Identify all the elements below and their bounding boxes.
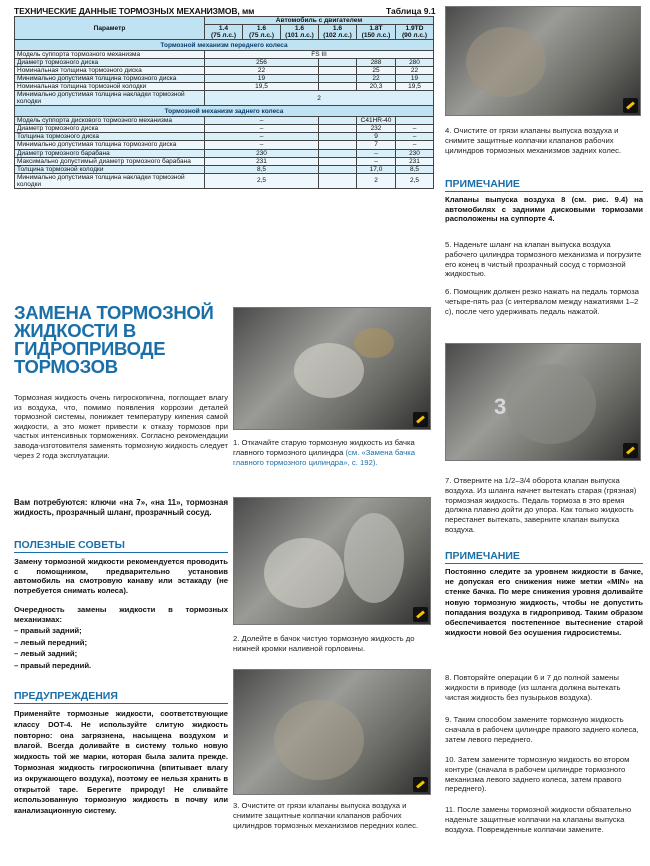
row-label: Диаметр тормозного диска [15, 125, 205, 133]
table-cell: 19 [205, 75, 319, 83]
engine-col-header [243, 25, 281, 40]
caption-step-5: 5. Наденьте шланг на клапан выпуска воздуха рабочего цилиндра тормозного механизма и погрузите его конец в чистый прозрачный сосуд с тормозной жидкостью. [445, 240, 642, 279]
table-cell: 256 [205, 59, 319, 67]
caption-step-8: 8. Повторяйте операции 6 и 7 до полной замены жидкости в приводе (из шланга должна вытекать чистая жидкость без пузырьков воздуха). [445, 673, 621, 702]
table-title: ТЕХНИЧЕСКИЕ ДАННЫЕ ТОРМОЗНЫХ МЕХАНИЗМОВ, мм [14, 6, 255, 16]
engine-col-header [357, 25, 396, 40]
table-cell: – [396, 125, 434, 133]
table-row [15, 173, 434, 188]
table-cell [319, 165, 357, 173]
wrench-icon [623, 98, 638, 113]
row-label: Минимально допустимая толщина тормозного диска [15, 141, 205, 149]
param-header: Параметр [15, 17, 205, 40]
step-1-text: 1. Откачайте старую тормозную жидкость из бачка главного тормозного цилиндра [233, 438, 415, 457]
table-cell: 19 [396, 75, 434, 83]
engine-power: (75 л.с.) [248, 32, 275, 40]
table-cell: 22 [396, 67, 434, 75]
tips-title: ПОЛЕЗНЫЕ СОВЕТЫ [14, 539, 228, 553]
photo-brake-reservoir [233, 307, 431, 430]
section-title: Тормозной механизм заднего колеса [15, 106, 434, 117]
list-item: – левый задний; [14, 649, 78, 658]
table-cell: – [205, 125, 319, 133]
row-label: Толщина тормозной колодки [15, 165, 205, 173]
table-cell: 25 [357, 67, 396, 75]
caption-step-11: 11. После замены тормозной жидкости обязательно наденьте защитные колпачки на клапаны выпуска воздуха. Поврежденные колпачки замените. [445, 805, 632, 834]
row-label: Толщина тормозного диска [15, 133, 205, 141]
table-row [15, 59, 434, 67]
table-cell: 231 [205, 157, 319, 165]
table-cell [396, 117, 434, 125]
table-row [15, 141, 434, 149]
table-cell: – [205, 133, 319, 141]
list-item: – правый передний. [14, 660, 92, 670]
engine-power: (150 л.с.) [361, 32, 391, 40]
tips-order: Очередность замены жидкости в тормозных механизмах: [14, 605, 228, 624]
table-cell: 19,5 [396, 83, 434, 91]
table-cell: 17,0 [357, 165, 396, 173]
table-cell: 231 [396, 157, 434, 165]
row-label: Диаметр тормозного диска [15, 59, 205, 67]
row-label: Номинальная толщина тормозного диска [15, 67, 205, 75]
table-cell: – [357, 149, 396, 157]
table-cell: – [205, 141, 319, 149]
row-label: Минимально допустимая толщина тормозного диска [15, 75, 205, 83]
engine-name: 1.9TD [405, 25, 424, 33]
table-cell: 2,5 [396, 173, 434, 188]
table-row [15, 149, 434, 157]
table-cell: 9 [357, 133, 396, 141]
row-label: Минимально допустимая толщина накладки тормозной колодки [15, 91, 205, 106]
engine-name: 1.6 [294, 25, 305, 33]
engine-name: 1.4 [218, 25, 229, 33]
table-cell: 232 [357, 125, 396, 133]
caption-step-3: 3. Очистите от грязи клапаны выпуска воздуха и снимите защитные колпачки клапанов рабочих цилиндров тормозных механизмов передних колес. [233, 801, 419, 830]
table-cell: 8,5 [396, 165, 434, 173]
table-cell [319, 173, 357, 188]
table-cell [319, 149, 357, 157]
table-cell: 7 [357, 141, 396, 149]
table-cell: C41HR-40 [357, 117, 396, 125]
note-1-text: Клапаны выпуска воздуха 8 (см. рис. 9.4) на автомобилях с задними дисковыми тормозами расположены на суппорте 4. [445, 195, 643, 224]
engine-power: (90 л.с.) [401, 32, 428, 40]
row-label: Номинальная толщина тормозной колодки [15, 83, 205, 91]
table-cell [319, 133, 357, 141]
spec-table [14, 16, 434, 189]
engine-name: 1.6 [256, 25, 267, 33]
page-heading: ЗАМЕНА ТОРМОЗНОЙ ЖИДКОСТИ В ГИДРОПРИВОДЕ ТОРМОЗОВ [14, 302, 214, 377]
table-cell: 288 [357, 59, 396, 67]
table-cell: 230 [205, 149, 319, 157]
table-cell [319, 67, 357, 75]
engine-col-header [396, 25, 434, 40]
list-item: – левый передний; [14, 637, 88, 647]
row-label: Минимально допустимая толщина накладки тормозной колодки [15, 173, 205, 188]
row-label: Диаметр тормозного барабана [15, 149, 205, 157]
caption-step-1 [233, 438, 433, 467]
wrench-icon [413, 412, 428, 427]
table-row [15, 117, 434, 125]
table-cell: 22 [357, 75, 396, 83]
section-title: Тормозной механизм переднего колеса [15, 40, 434, 51]
tips-list [14, 625, 228, 671]
caption-step-7: 7. Отверните на 1/2–3/4 оборота клапан выпуска воздуха. Из шланга начнет вытекать старая (грязная) тормозная жидкость. Педаль тормоза в это время должна плавно дойти до упора. Как только жидкость перестанет вытекать, заверните клапан выпуска воздуха. [445, 476, 637, 534]
note-1-title: ПРИМЕЧАНИЕ [445, 178, 643, 192]
table-cell: 22 [205, 67, 319, 75]
table-cell: 2 [357, 173, 396, 188]
warnings-title: ПРЕДУПРЕЖДЕНИЯ [14, 690, 228, 704]
photo-fluid-refill [233, 497, 431, 625]
table-cell [319, 83, 357, 91]
table-row [15, 75, 434, 83]
row-label: Модель суппорта тормозного механизма [15, 51, 205, 59]
caption-step-4: 4. Очистите от грязи клапаны выпуска воздуха и снимите защитные колпачки клапанов рабочих цилиндров тормозных механизмов задних колес. [445, 126, 622, 155]
table-cell: 2 [205, 91, 434, 106]
step-1-link[interactable]: (см. «Замена бачка главного тормозного цилиндра», с. 192). [233, 447, 416, 467]
table-row [15, 83, 434, 91]
table-cell: 2,5 [205, 173, 319, 188]
intro-text: Тормозная жидкость очень гигроскопична, поглощает влагу из воздуха, что, помимо появления коррозии деталей тормозной системы, понижает температуру кипения самой жидкости, а это может привести к отказу тормозов при частых интенсивных торможениях. Согласно рекомендации завода-изготовителя заменять тормозную жидкость следует через 2 года эксплуатации. [14, 393, 228, 460]
table-cell [319, 75, 357, 83]
engine-power: (75 л.с.) [210, 32, 237, 40]
table-row [15, 165, 434, 173]
table-cell [319, 117, 357, 125]
engine-name: 1.6 [332, 25, 343, 33]
table-row [15, 51, 434, 59]
table-row [15, 157, 434, 165]
photo-front-bleed-valve [233, 669, 431, 795]
engine-col-header [281, 25, 319, 40]
note-2-title: ПРИМЕЧАНИЕ [445, 550, 643, 564]
table-row [15, 125, 434, 133]
note-2-text: Постоянно следите за уровнем жидкости в бачке, не допуская его снижения ниже метки «MIN» на стенке бачка. По мере снижения уровня доливайте новую тормозную жидкость, чтобы не допустить попадания воздуха в гидропривод. Таким образом обеспечивается постепенное вытеснение старой жидкости новой без осушения гидросистемы. [445, 567, 643, 638]
engine-power: (101 л.с.) [285, 32, 314, 40]
engine-header: Автомобиль с двигателем [205, 17, 434, 25]
table-row [15, 67, 434, 75]
tips-text: Замену тормозной жидкости рекомендуется проводить с помощником, предварительно установив автомобиль на смотровую канаву или эстакаду (не потребуется снимать колеса). [14, 557, 228, 595]
table-cell [319, 125, 357, 133]
table-cell [319, 59, 357, 67]
table-cell: 280 [396, 59, 434, 67]
caption-step-2: 2. Долейте в бачок чистую тормозную жидкость до нижней кромки наливной горловины. [233, 634, 415, 653]
photo-rear-bleed-valve [445, 6, 641, 116]
row-label: Максимально допустимый диаметр тормозного барабана [15, 157, 205, 165]
table-row [15, 133, 434, 141]
engine-power: (102 л.с.) [323, 32, 352, 40]
table-cell [319, 157, 357, 165]
table-row [15, 91, 434, 106]
caption-step-9: 9. Таким способом замените тормозную жидкость сначала в рабочем цилиндре правого заднего колеса, затем левого переднего. [445, 715, 639, 744]
wrench-icon [623, 443, 638, 458]
caption-step-10: 10. Затем замените тормозную жидкость во втором контуре (сначала в рабочем цилиндре тормозного механизма левого заднего колеса, затем правого переднего). [445, 755, 630, 794]
table-cell: 20,3 [357, 83, 396, 91]
table-cell: 230 [396, 149, 434, 157]
tools-text: Вам потребуются: ключи «на 7», «на 11», тормозная жидкость, прозрачный шланг, прозрачный сосуд. [14, 498, 228, 518]
list-item: – правый задний; [14, 626, 82, 635]
engine-name: 1.8T [369, 25, 383, 33]
engine-col-header [319, 25, 357, 40]
row-label: Модель суппорта дискового тормозного механизма [15, 117, 205, 125]
wrench-icon [413, 607, 428, 622]
table-cell [319, 141, 357, 149]
caption-step-6: 6. Помощник должен резко нажать на педаль тормоза четыре-пять раз (с интервалом между нажатиями 1–2 с), после чего удерживать педаль нажатой. [445, 287, 639, 316]
photo-bleed-hose [445, 343, 641, 461]
table-number: Таблица 9.1 [386, 6, 436, 16]
table-cell: – [205, 117, 319, 125]
engine-col-header [205, 25, 243, 40]
table-cell: – [357, 157, 396, 165]
table-cell: FS III [205, 51, 434, 59]
table-cell: 19,5 [205, 83, 319, 91]
callout-label: 3 [494, 394, 507, 419]
wrench-icon [413, 777, 428, 792]
table-cell: 8,5 [205, 165, 319, 173]
table-cell: – [396, 133, 434, 141]
warnings-text: Применяйте тормозные жидкости, соответствующие классу DOT-4. Не используйте слитую жидкость повторно: она загрязнена, насыщена воздухом и влагой. Всегда доливайте в систему только новую жидкость той же марки, которая была залита прежде. Тормозная жидкость гигроскопична (впитывает влагу из окружающего воздуха), поэтому ее нельзя хранить в открытой таре. Берегите природу! Не сливайте использованную тормозную жидкость в почву или канализационную систему. [14, 709, 228, 816]
table-cell: – [396, 141, 434, 149]
